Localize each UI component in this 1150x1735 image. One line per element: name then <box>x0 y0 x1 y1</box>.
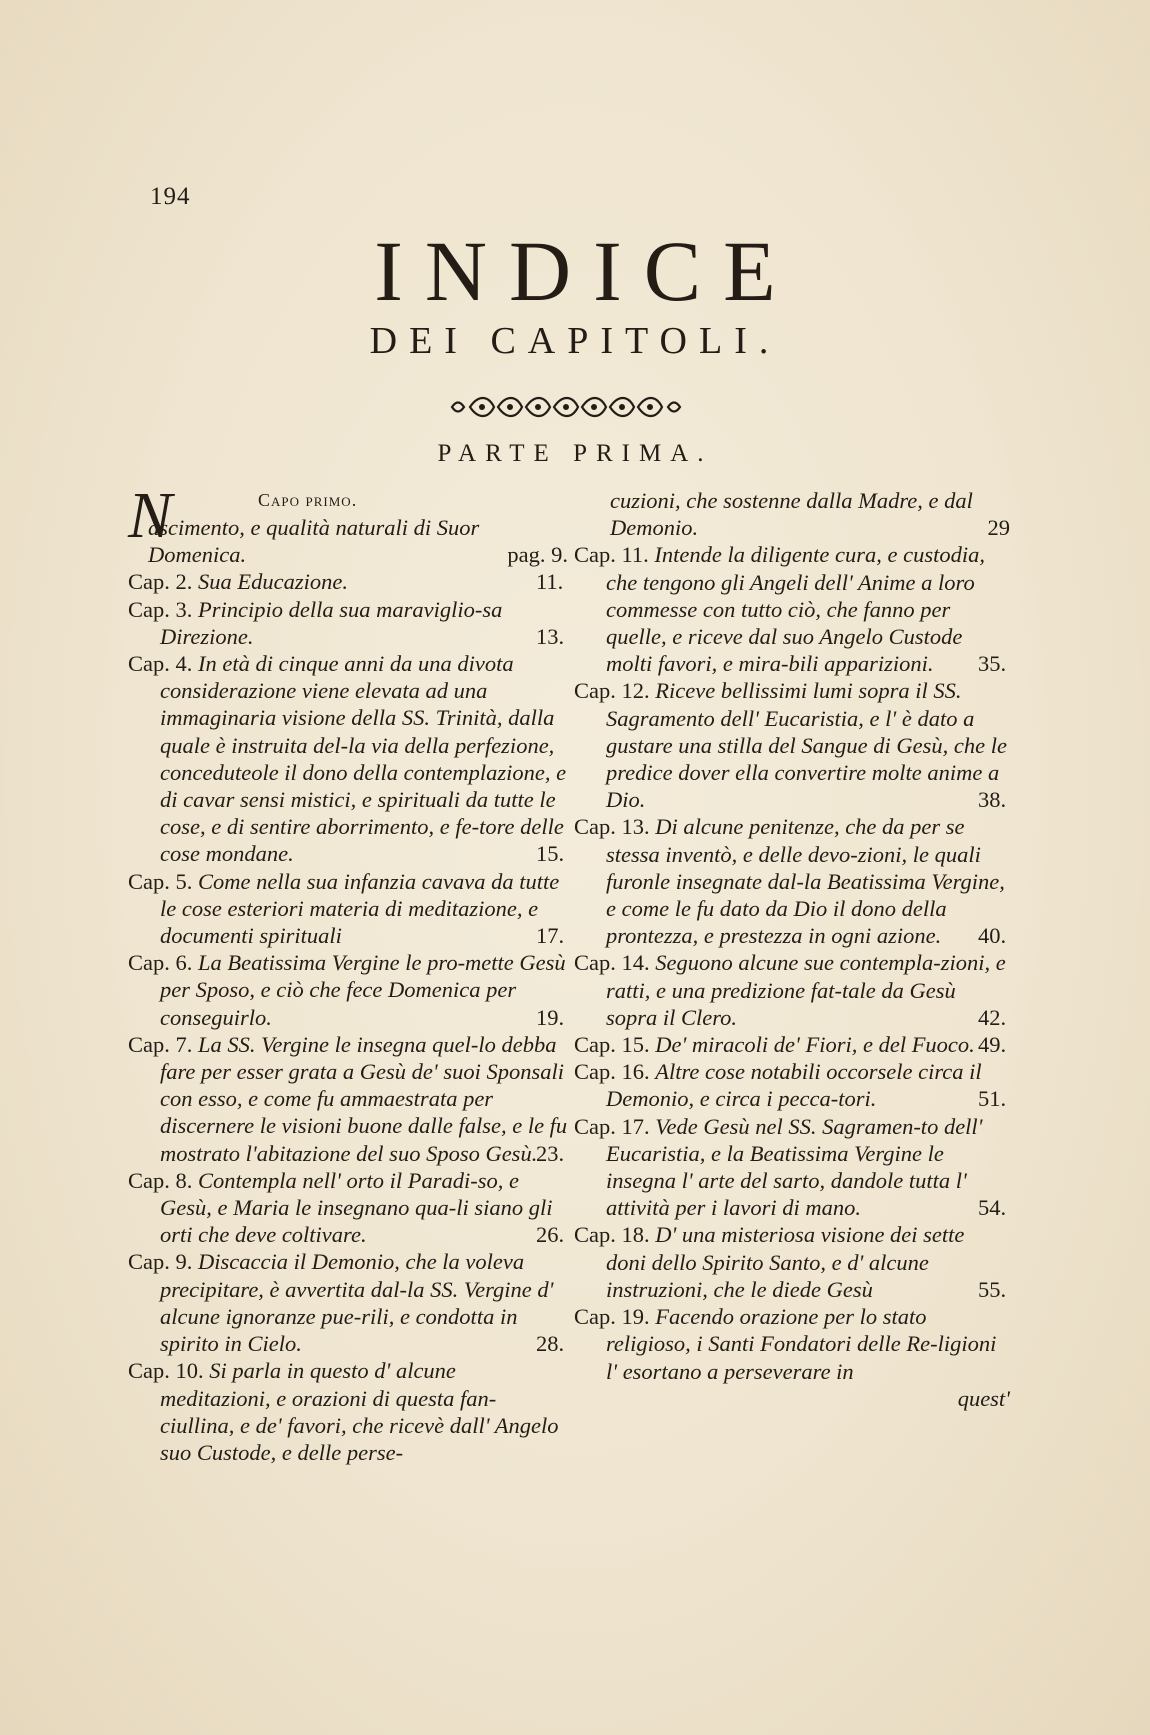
chapter-label: Cap. 15. <box>574 1032 650 1058</box>
entry-text: Principio della sua maraviglio-sa Direzione. <box>160 596 503 649</box>
page-label: pag. <box>507 542 546 568</box>
list-item: Cap. 2. Sua Educazione. 11. <box>128 569 564 595</box>
list-item <box>128 1357 568 1466</box>
entry-text: Seguono alcune sue contempla-zioni, e ratti, e una predizione fat-tale da Gesù sopra il Clero. <box>606 950 1006 1030</box>
left-column <box>128 479 568 1466</box>
list-item: Cap. 8. Contempla nell' orto il Paradi-so, e Gesù, e Maria le insegnano qua-li siano gli orti che deve coltivare. 26. <box>128 1167 565 1248</box>
entry-text: Di alcune penitenze, che da per se stessa inventò, e delle devo-zioni, le quali furonle insegnate dal-la Beatissima Vergine, e come le fu dato da Dio il dono della prontezza, e prestezza in ogni azione. <box>606 814 1005 949</box>
list-item: Cap. 17. Vede Gesù nel SS. Sagramen-to dell' Eucaristia, e la Beatissima Vergine le insegna l' arte del sarto, dandole tutta l' attività per i lavori di mano. 54. <box>574 1113 1007 1221</box>
list-item: Cap. 3. Principio della sua maraviglio-sa Direzione. 13. <box>128 596 565 649</box>
chapter-label: Cap. 10. <box>128 1358 204 1384</box>
entry-text: cuzioni, che sostenne dalla Madre, e dal Demonio. <box>610 488 973 541</box>
entry-text: La SS. Vergine le insegna quel-lo debba fare per esser grata a Gesù de' suoi Sponsali con esso, e come fu ammaestrata per discernere le visioni buone dalle false, e le fu mostrato l'abitazione del suo Sposo Gesù. <box>160 1031 568 1166</box>
chapter-label: Cap. 2. <box>128 569 193 595</box>
chapter-label: Cap. 16. <box>574 1059 650 1085</box>
list-item: Cap. 14. Seguono alcune sue contempla-zioni, e ratti, e una predizione fat-tale da Gesù sopra il Clero. 42. <box>574 950 1007 1030</box>
entry-text: Facendo orazione per lo stato religioso, i Santi Fondatori delle Re-ligioni l' esortano a perseverare in <box>606 1304 997 1384</box>
entry-text: Altre cose notabili occorsele circa il Demonio, e circa i pecca-tori. <box>606 1059 982 1112</box>
entry-text: Intende la diligente cura, e custodia, che tengono gli Angeli dell' Anime a loro commesse con tutto ciò, che fanno per quelle, e riceve dal suo Angelo Custode molti favori, e mira-bili apparizioni. <box>606 542 985 677</box>
entry-text: De' miracoli de' Fiori, e del Fuoco. <box>655 1032 975 1058</box>
page-subtitle: DEI CAPITOLI. <box>369 320 781 362</box>
page-number: 194 <box>150 183 191 210</box>
chapter-label: Cap. 11. <box>574 542 649 568</box>
chapter-label: Cap. 4. <box>128 651 193 677</box>
entry-text: In età di cinque anni da una divota considerazione viene elevata ad una immaginaria visione della SS. Trinità, dalla quale è instruita del-la via della perfezione, conceduteole il dono della contemplazione, e di cavar sensi mistici, e spirituali da tutte le cose, e di sentire aborrimento, e fe-tore delle cose mondane. <box>160 651 567 867</box>
chapter-label: Cap. 17. <box>574 1113 650 1139</box>
list-item: Cap. 7. La SS. Vergine le insegna quel-lo debba fare per esser grata a Gesù de' suoi Sponsali con esso, e come fu ammaestrata per discernere le visioni buone dalle false, e le fu mostrato l'abitazione del suo Sposo Gesù. 23. <box>128 1031 568 1166</box>
entry-text: La Beatissima Vergine le pro-mette Gesù per Sposo, e ciò che fece Domenica per conseguirlo. <box>160 950 566 1030</box>
list-item: Cap. 13. Di alcune penitenze, che da per se stessa inventò, e delle devo-zioni, le quali furonle insegnate dal-la Beatissima Vergine, e come le fu dato da Dio il dono della prontezza, e prestezza in ogni azione. 40. <box>574 814 1007 949</box>
list-item: Cap. 6. La Beatissima Vergine le pro-mette Gesù per Sposo, e ciò che fece Domenica per conseguirlo. 19. <box>128 950 566 1030</box>
list-item <box>574 1303 1010 1385</box>
drop-cap: N <box>128 479 173 552</box>
chapter-label: Cap. 12. <box>574 678 650 704</box>
page-title: INDICE <box>374 223 798 319</box>
list-item: Cap. 4. In età di cinque anni da una divota considerazione viene elevata ad una immaginaria visione della SS. Trinità, dalla quale è instruita del-la via della perfezione, conceduteole il dono della contemplazione, e di cavar sensi mistici, e spirituali da tutte le cose, e di sentire aborrimento, e fe-tore delle cose mondane. 15. <box>128 651 567 867</box>
list-item <box>574 487 1010 541</box>
entry-text: D' una misteriosa visione dei sette doni dello Spirito Santo, e d' alcune instruzioni, che le diede Gesù <box>606 1222 965 1302</box>
entry-text: Riceve bellissimi lumi sopra il SS. Sagramento dell' Eucaristia, e l' è dato a gustare una stilla del Sangue di Gesù, che le predice dover ella convertire molte anime a Dio. <box>606 678 1007 813</box>
list-item: Cap. 11. Intende la diligente cura, e custodia, che tengono gli Angeli dell' Anime a loro commesse con tutto ciò, che fanno per quelle, e riceve dal suo Angelo Custode molti favori, e mira-bili apparizioni. 35. <box>574 542 1007 677</box>
entry-text: Vede Gesù nel SS. Sagramen-to dell' Eucaristia, e la Beatissima Vergine le insegna l' arte del sarto, dandole tutta l' attività per i lavori di mano. <box>606 1113 983 1221</box>
catchword: quest' <box>957 1385 1010 1411</box>
capo-heading: Capo primo. <box>258 490 358 510</box>
chapter-label: Cap. 9. <box>128 1249 193 1275</box>
entry-text: Sua Educazione. <box>198 569 348 595</box>
chapter-label: Cap. 5. <box>128 868 193 894</box>
entry-text: Si parla in questo d' alcune meditazioni, e orazioni di questa fan-ciullina, e de' favori, che ricevè dall' Angelo suo Custode, e delle perse- <box>160 1358 559 1465</box>
right-column <box>574 487 1010 1412</box>
entry-page: 29 <box>987 515 1010 541</box>
entry-text: Come nella sua infanzia cavava da tutte le cose esteriori materia di meditazione, e documenti spirituali <box>160 868 560 949</box>
chapter-label: Cap. 8. <box>128 1167 193 1193</box>
chapter-label: Cap. 18. <box>574 1222 650 1248</box>
entry-text: Contempla nell' orto il Paradi-so, e Gesù, e Maria le insegnano qua-li siano gli orti che deve coltivare. <box>160 1167 553 1248</box>
chapter-label: Cap. 14. <box>574 950 650 976</box>
chapter-label: Cap. 7. <box>128 1031 193 1057</box>
list-item: Cap. 18. D' una misteriosa visione dei sette doni dello Spirito Santo, e d' alcune instruzioni, che le diede Gesù 55. <box>574 1222 1007 1302</box>
chapter-label: Cap. 19. <box>574 1304 650 1330</box>
entry-text: Discaccia il Demonio, che la voleva precipitare, è avvertita dal-la SS. Vergine d' alcune ignoranze pue-rili, e condotta in spirito in Cielo. <box>160 1249 554 1357</box>
chapter-label: Cap. 6. <box>128 950 193 976</box>
list-item: Cap. 16. Altre cose notabili occorsele circa il Demonio, e circa i pecca-tori. 51. <box>574 1059 1007 1112</box>
list-item: Cap. 15. De' miracoli de' Fiori, e del Fuoco. 49. <box>574 1032 1007 1058</box>
entry-text: ascimento, e qualità naturali di Suor Domenica. <box>148 515 480 568</box>
list-item: Cap. 5. Come nella sua infanzia cavava da tutte le cose esteriori materia di meditazione, e documenti spirituali 17. <box>128 868 565 949</box>
chapter-label: Cap. 3. <box>128 596 193 622</box>
entry-page: 9. <box>551 542 568 568</box>
chapter-label: Cap. 13. <box>574 814 650 840</box>
ornament-divider <box>448 396 688 418</box>
list-item: Cap. 9. Discaccia il Demonio, che la voleva precipitare, è avvertita dal-la SS. Vergine d' alcune ignoranze pue-rili, e condotta in spirito in Cielo. 28. <box>128 1249 565 1357</box>
part-heading: PARTE PRIMA. <box>437 440 713 467</box>
list-item: Cap. 12. Riceve bellissimi lumi sopra il SS. Sagramento dell' Eucaristia, e l' è dato a gustare una stilla del Sangue di Gesù, che le predice dover ella convertire molte anime a Dio. 38. <box>574 678 1007 813</box>
